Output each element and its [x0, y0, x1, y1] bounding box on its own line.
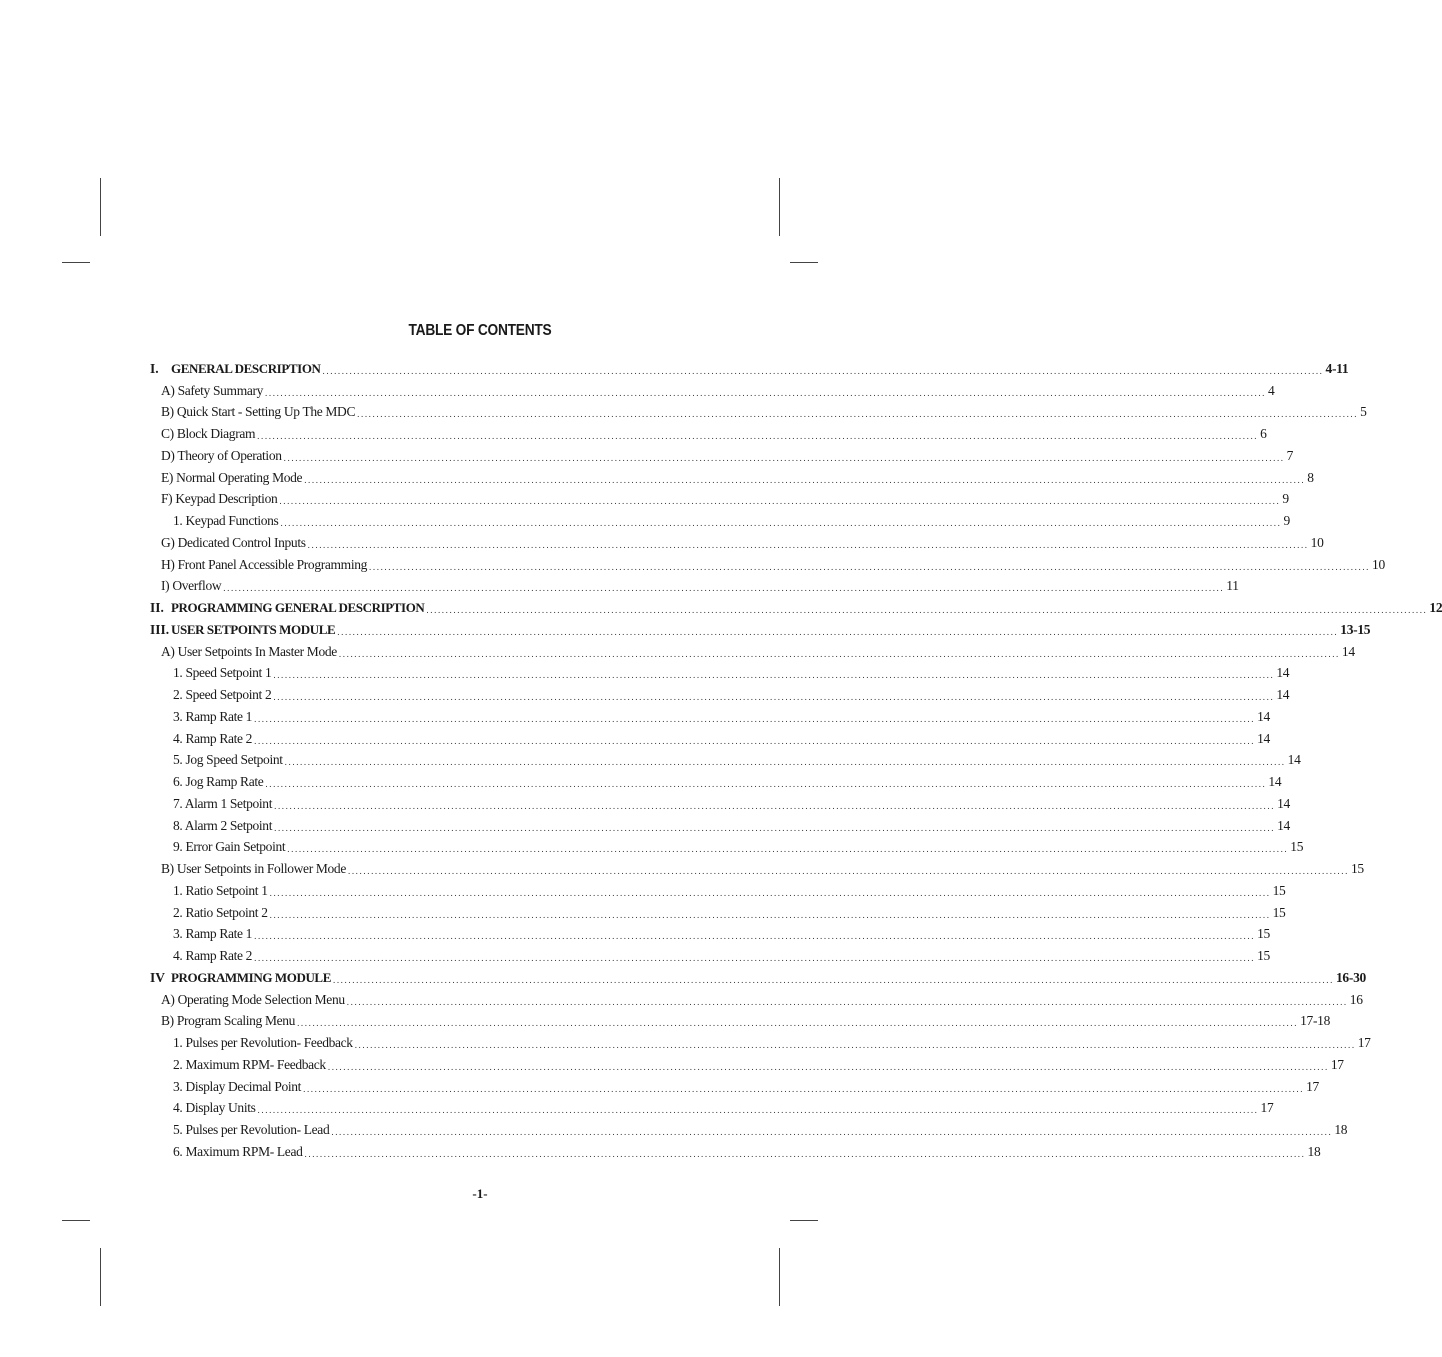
toc-page-number: 15 — [1272, 882, 1286, 898]
toc-dot-leader: .................................................................................................................................................................................................................................................................... — [284, 757, 1286, 768]
toc-page-number: 4-11 — [1325, 360, 1349, 376]
toc-entry-label: 3. Ramp Rate 1 — [173, 926, 253, 942]
toc-section-number: I. — [150, 360, 159, 376]
toc-entry-row — [150, 986, 1363, 1008]
toc-entry-row — [150, 942, 1270, 964]
toc-entry-row — [150, 1138, 1321, 1160]
toc-entry-label: B) Program Scaling Menu — [161, 1013, 296, 1029]
toc-page-number: 15 — [1272, 904, 1286, 920]
toc-entry-row — [150, 1029, 1371, 1051]
toc-page-number: 14 — [1257, 708, 1270, 724]
toc-entry-row — [150, 921, 1270, 943]
toc-entry-label: 2. Maximum RPM- Feedback — [173, 1056, 326, 1072]
toc-dot-leader: .................................................................................................................................................................................................................................................................... — [257, 1105, 1259, 1116]
toc-dot-leader: .................................................................................................................................................................................................................................................................... — [304, 1148, 1306, 1159]
toc-entry-label: 1. Keypad Functions — [173, 513, 279, 528]
toc-dot-leader: .................................................................................................................................................................................................................................................................... — [254, 931, 1256, 942]
toc-dot-leader: .................................................................................................................................................................................................................................................................... — [322, 365, 1324, 376]
toc-dot-leader: .................................................................................................................................................................................................................................................................... — [269, 909, 1271, 920]
toc-entry-label: G) Dedicated Control Inputs — [161, 534, 306, 550]
toc-entry-row — [150, 420, 1267, 442]
toc-page-number: 9 — [1282, 491, 1289, 507]
page-title: TABLE OF CONTENTS — [408, 322, 552, 339]
toc-entry-label: GENERAL DESCRIPTION — [171, 360, 321, 376]
toc-entry-label: 1. Pulses per Revolution- Feedback — [173, 1035, 353, 1050]
toc-dot-leader: .................................................................................................................................................................................................................................................................... — [332, 974, 1334, 985]
toc-page-number: 18 — [1334, 1122, 1348, 1137]
crop-mark-bottom-right — [779, 1248, 780, 1306]
crop-mark-bottom-left — [100, 1248, 101, 1306]
toc-page-number: 15 — [1290, 839, 1304, 855]
toc-page-number: 5 — [1360, 404, 1367, 420]
toc-page-number: 14 — [1257, 730, 1270, 746]
toc-page-number: 10 — [1310, 534, 1324, 550]
toc-entry-row — [150, 1116, 1348, 1138]
toc-entry-label: 3. Display Decimal Point — [173, 1078, 302, 1094]
toc-dot-leader: .................................................................................................................................................................................................................................................................... — [346, 996, 1348, 1007]
table-of-contents — [150, 355, 1442, 1160]
toc-dot-leader: .................................................................................................................................................................................................................................................................... — [283, 452, 1285, 463]
toc-page-number: 18 — [1307, 1143, 1321, 1159]
toc-dot-leader: .................................................................................................................................................................................................................................................................... — [303, 1083, 1305, 1094]
crop-mark-top-right — [779, 178, 780, 236]
toc-entry-label: A) Operating Mode Selection Menu — [161, 991, 345, 1007]
toc-dot-leader: .................................................................................................................................................................................................................................................................... — [327, 1061, 1329, 1072]
toc-dot-leader: .................................................................................................................................................................................................................................................................... — [354, 1040, 1356, 1050]
toc-dot-leader: .................................................................................................................................................................................................................................................................... — [280, 518, 1282, 528]
toc-entry-row — [150, 790, 1291, 812]
toc-dot-leader: .................................................................................................................................................................................................................................................................... — [337, 626, 1339, 637]
toc-dot-leader: .................................................................................................................................................................................................................................................................... — [274, 822, 1276, 833]
toc-entry-label: 8. Alarm 2 Setpoint — [173, 817, 273, 833]
toc-entry-label: E) Normal Operating Mode — [161, 469, 303, 485]
crop-mark-bottom-left-h — [62, 1220, 90, 1221]
toc-entry-row — [150, 1073, 1319, 1095]
toc-page-number: 16 — [1349, 991, 1363, 1007]
toc-page-number: 14 — [1287, 752, 1301, 768]
toc-dot-leader: .................................................................................................................................................................................................................................................................... — [331, 1127, 1333, 1137]
toc-entry-label: 3. Ramp Rate 1 — [173, 708, 253, 724]
toc-entry-label: PROGRAMMING MODULE — [171, 969, 331, 985]
toc-entry-row — [150, 377, 1275, 399]
toc-section-number: II. — [150, 600, 164, 615]
toc-entry-label: 4. Display Units — [173, 1100, 256, 1116]
toc-page-number: 6 — [1260, 426, 1267, 441]
toc-dot-leader: .................................................................................................................................................................................................................................................................... — [279, 496, 1281, 507]
toc-entry-label: C) Block Diagram — [161, 426, 256, 441]
toc-page-number: 17 — [1357, 1035, 1371, 1050]
toc-page-number: 14 — [1277, 795, 1291, 811]
toc-entry-label: F) Keypad Description — [161, 491, 278, 507]
toc-entry-label: 2. Ratio Setpoint 2 — [173, 904, 268, 920]
toc-page-number: 15 — [1257, 948, 1270, 963]
toc-entry-label: A) User Setpoints In Master Mode — [161, 643, 337, 659]
toc-page-number: 15 — [1350, 861, 1364, 876]
toc-dot-leader: .................................................................................................................................................................................................................................................................... — [273, 692, 1275, 702]
toc-entry-label: I) Overflow — [161, 578, 222, 594]
toc-dot-leader: .................................................................................................................................................................................................................................................................... — [223, 583, 1225, 594]
toc-entry-row — [150, 1095, 1274, 1117]
toc-dot-leader: .................................................................................................................................................................................................................................................................... — [369, 561, 1371, 572]
toc-page-number: 8 — [1307, 469, 1314, 485]
toc-page-number: 15 — [1257, 926, 1270, 942]
toc-entry-row — [150, 855, 1364, 877]
toc-page-number: 13-15 — [1340, 621, 1371, 637]
toc-page-number: 17-18 — [1300, 1013, 1331, 1029]
toc-entry-label: B) Quick Start - Setting Up The MDC — [161, 404, 356, 420]
toc-entry-row — [150, 1008, 1331, 1030]
toc-entry-label: 5. Pulses per Revolution- Lead — [173, 1122, 330, 1137]
toc-page-number: 11 — [1226, 578, 1239, 594]
toc-entry-label: 5. Jog Speed Setpoint — [173, 752, 283, 768]
toc-dot-leader: .................................................................................................................................................................................................................................................................... — [257, 431, 1259, 441]
toc-entry-row — [150, 834, 1304, 856]
crop-mark-top-left-h — [62, 262, 90, 263]
toc-entry-row — [150, 551, 1385, 573]
toc-page-number: 9 — [1283, 513, 1290, 528]
toc-dot-leader: .................................................................................................................................................................................................................................................................... — [265, 387, 1267, 398]
toc-entry-label: USER SETPOINTS MODULE — [171, 621, 336, 637]
page-number: -1- — [472, 1186, 488, 1201]
toc-entry-label: 7. Alarm 1 Setpoint — [173, 795, 273, 811]
toc-dot-leader: .................................................................................................................................................................................................................................................................... — [347, 866, 1349, 876]
toc-entry-row — [150, 660, 1290, 682]
toc-page-number: 16-30 — [1335, 969, 1366, 985]
toc-section-row — [150, 964, 1366, 986]
toc-entry-label: 6. Jog Ramp Rate — [173, 774, 264, 789]
toc-entry-row — [150, 399, 1367, 421]
toc-section-row — [150, 616, 1371, 638]
crop-mark-bottom-right-h — [790, 1220, 818, 1221]
toc-entry-label: B) User Setpoints in Follower Mode — [161, 861, 346, 876]
toc-dot-leader: .................................................................................................................................................................................................................................................................... — [273, 670, 1275, 681]
toc-entry-row — [150, 703, 1270, 725]
toc-page-number: 17 — [1306, 1078, 1319, 1094]
toc-entry-label: 6. Maximum RPM- Lead — [173, 1143, 303, 1159]
toc-entry-row — [150, 464, 1314, 486]
toc-entry-row — [150, 638, 1355, 660]
toc-dot-leader: .................................................................................................................................................................................................................................................................... — [307, 539, 1309, 550]
toc-entry-label: 4. Ramp Rate 2 — [173, 730, 253, 746]
toc-dot-leader: .................................................................................................................................................................................................................................................................... — [254, 713, 1256, 724]
toc-entry-label: 1. Speed Setpoint 1 — [173, 665, 272, 681]
toc-entry-row — [150, 877, 1286, 899]
toc-section-number: IV — [150, 969, 166, 985]
toc-entry-row — [150, 442, 1294, 464]
toc-entry-label: PROGRAMMING GENERAL DESCRIPTION — [171, 600, 425, 615]
toc-dot-leader: .................................................................................................................................................................................................................................................................... — [254, 953, 1256, 963]
toc-dot-leader: .................................................................................................................................................................................................................................................................... — [254, 735, 1256, 746]
toc-section-row — [150, 594, 1442, 616]
toc-dot-leader: .................................................................................................................................................................................................................................................................... — [269, 887, 1271, 898]
toc-entry-label: 1. Ratio Setpoint 1 — [173, 882, 268, 898]
toc-entry-row — [150, 1051, 1344, 1073]
toc-page-number: 14 — [1276, 687, 1290, 702]
toc-page-number: 12 — [1429, 600, 1442, 615]
toc-entry-row — [150, 507, 1290, 529]
toc-page-number: 17 — [1260, 1100, 1274, 1116]
toc-entry-label: 9. Error Gain Setpoint — [173, 839, 286, 855]
toc-entry-row — [150, 768, 1282, 790]
toc-section-row — [150, 355, 1349, 377]
toc-entry-row — [150, 486, 1289, 508]
toc-dot-leader: .................................................................................................................................................................................................................................................................... — [338, 648, 1340, 659]
toc-page-number: 4 — [1268, 382, 1275, 398]
toc-dot-leader: .................................................................................................................................................................................................................................................................... — [265, 779, 1267, 789]
toc-entry-label: 4. Ramp Rate 2 — [173, 948, 253, 963]
toc-dot-leader: .................................................................................................................................................................................................................................................................... — [287, 844, 1289, 855]
toc-page-number: 14 — [1341, 643, 1355, 659]
toc-entry-row — [150, 529, 1324, 551]
toc-page-number: 14 — [1276, 665, 1290, 681]
toc-page-number: 14 — [1268, 774, 1282, 789]
toc-entry-row — [150, 681, 1290, 703]
toc-entry-label: 2. Speed Setpoint 2 — [173, 687, 272, 702]
toc-entry-row — [150, 812, 1291, 834]
toc-section-number: III. — [150, 621, 170, 637]
toc-entry-row — [150, 747, 1301, 769]
crop-mark-top-right-h — [790, 262, 818, 263]
toc-entry-label: D) Theory of Operation — [161, 447, 282, 463]
toc-dot-leader: .................................................................................................................................................................................................................................................................... — [304, 474, 1306, 485]
toc-page-number: 14 — [1277, 817, 1291, 833]
toc-entry-label: H) Front Panel Accessible Programming — [161, 556, 368, 572]
toc-dot-leader: .................................................................................................................................................................................................................................................................... — [357, 409, 1359, 420]
toc-entry-row — [150, 573, 1239, 595]
crop-mark-top-left — [100, 178, 101, 236]
toc-page-number: 10 — [1372, 556, 1385, 572]
toc-page-number: 7 — [1286, 447, 1294, 463]
toc-entry-row — [150, 725, 1270, 747]
toc-dot-leader: .................................................................................................................................................................................................................................................................... — [426, 605, 1428, 615]
toc-dot-leader: .................................................................................................................................................................................................................................................................... — [297, 1018, 1299, 1029]
toc-dot-leader: .................................................................................................................................................................................................................................................................... — [274, 800, 1276, 811]
toc-entry-row — [150, 899, 1286, 921]
toc-entry-label: A) Safety Summary — [161, 382, 264, 398]
toc-page-number: 17 — [1330, 1056, 1344, 1072]
